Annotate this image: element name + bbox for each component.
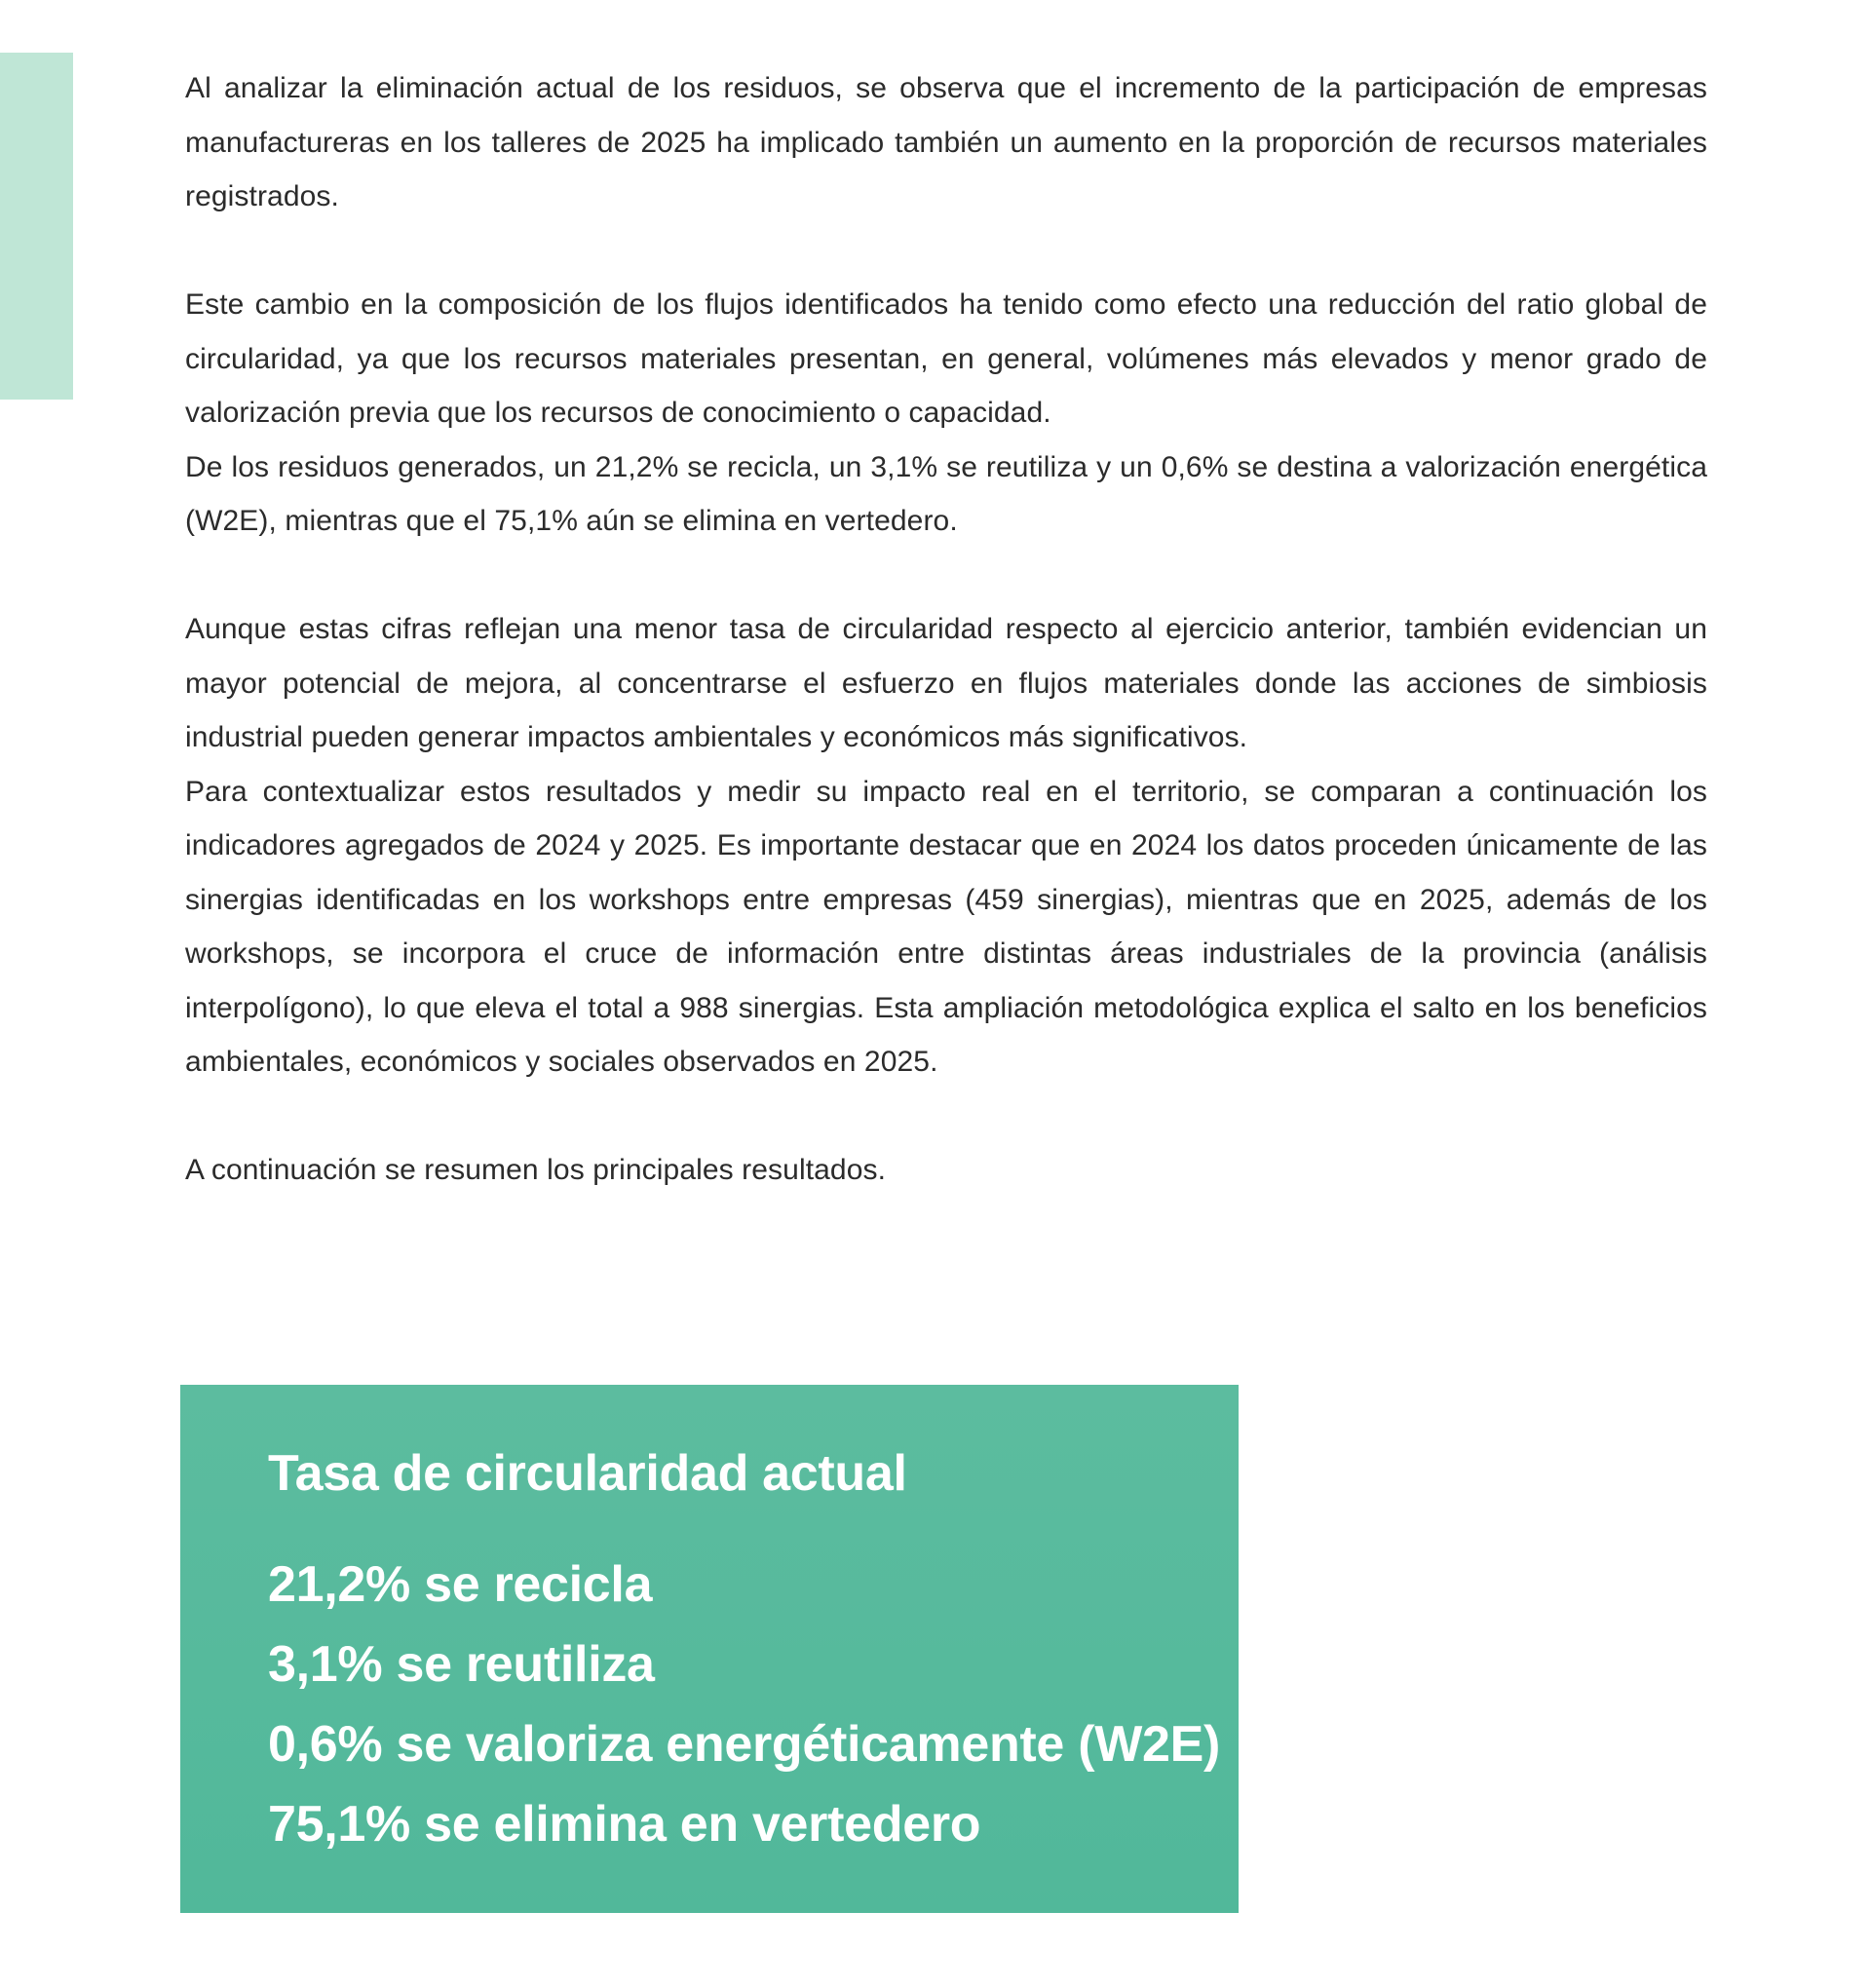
paragraph-5: Para contextualizar estos resultados y medir su impacto real en el territorio, se comparan a continuación los indicadores agregados de 2024 y 2025. Es importante destacar que en 2024 los datos proceden únicamente de las sinergias identificadas en los workshops entre empresas (459 sinergias), mientras que en 2025, además de los workshops, se incorpora el cruce de información entre distintas áreas industriales de la provincia (análisis interpolígono), lo que eleva el total a 988 sinergias. Esta ampliación metodológica explica el salto en los beneficios ambientales, económicos y sociales observados en 2025.: [185, 775, 1707, 1078]
paragraph-gap: [185, 549, 1707, 603]
paragraph-3: De los residuos generados, un 21,2% se recicla, un 3,1% se reutiliza y un 0,6% se destina a valorización energética (W2E), mientras que el 75,1% aún se elimina en vertedero.: [185, 450, 1707, 537]
paragraph-4: Aunque estas cifras reflejan una menor tasa de circularidad respecto al ejercicio anterior, también evidencian un mayor potencial de mejora, al concentrarse el esfuerzo en flujos materiales donde las acciones de simbiosis industrial pueden generar impactos ambientales y económicos más significativos.: [185, 613, 1707, 753]
paragraph-1: Al analizar la eliminación actual de los residuos, se observa que el incremento de la participación de empresas manufactureras en los talleres de 2025 ha implicado también un aumento en la proporción de recursos materiales registrados.: [185, 72, 1707, 212]
summary-item-landfill: 75,1% se elimina en vertedero: [268, 1796, 981, 1853]
summary-item-energy-recovery: 0,6% se valoriza energéticamente (W2E): [268, 1716, 1221, 1773]
side-accent-bar: [0, 53, 73, 400]
paragraph-6: A continuación se resumen los principales resultados.: [185, 1154, 887, 1186]
summary-item-reuse: 3,1% se reutiliza: [268, 1636, 655, 1693]
paragraph-2: Este cambio en la composición de los flujos identificados ha tenido como efecto una reducción del ratio global de circularidad, ya que los recursos materiales presentan, en general, volúmenes más elevados y menor grado de valorización previa que los recursos de conocimiento o capacidad.: [185, 288, 1707, 429]
body-text: [185, 61, 1707, 1198]
circularity-summary-box: [180, 1385, 1239, 1913]
summary-title: Tasa de circularidad actual: [268, 1445, 907, 1502]
paragraph-gap: [185, 224, 1707, 279]
paragraph-gap: [185, 1090, 1707, 1144]
summary-list: [268, 1545, 1239, 1864]
summary-item-recycle: 21,2% se recicla: [268, 1556, 653, 1613]
